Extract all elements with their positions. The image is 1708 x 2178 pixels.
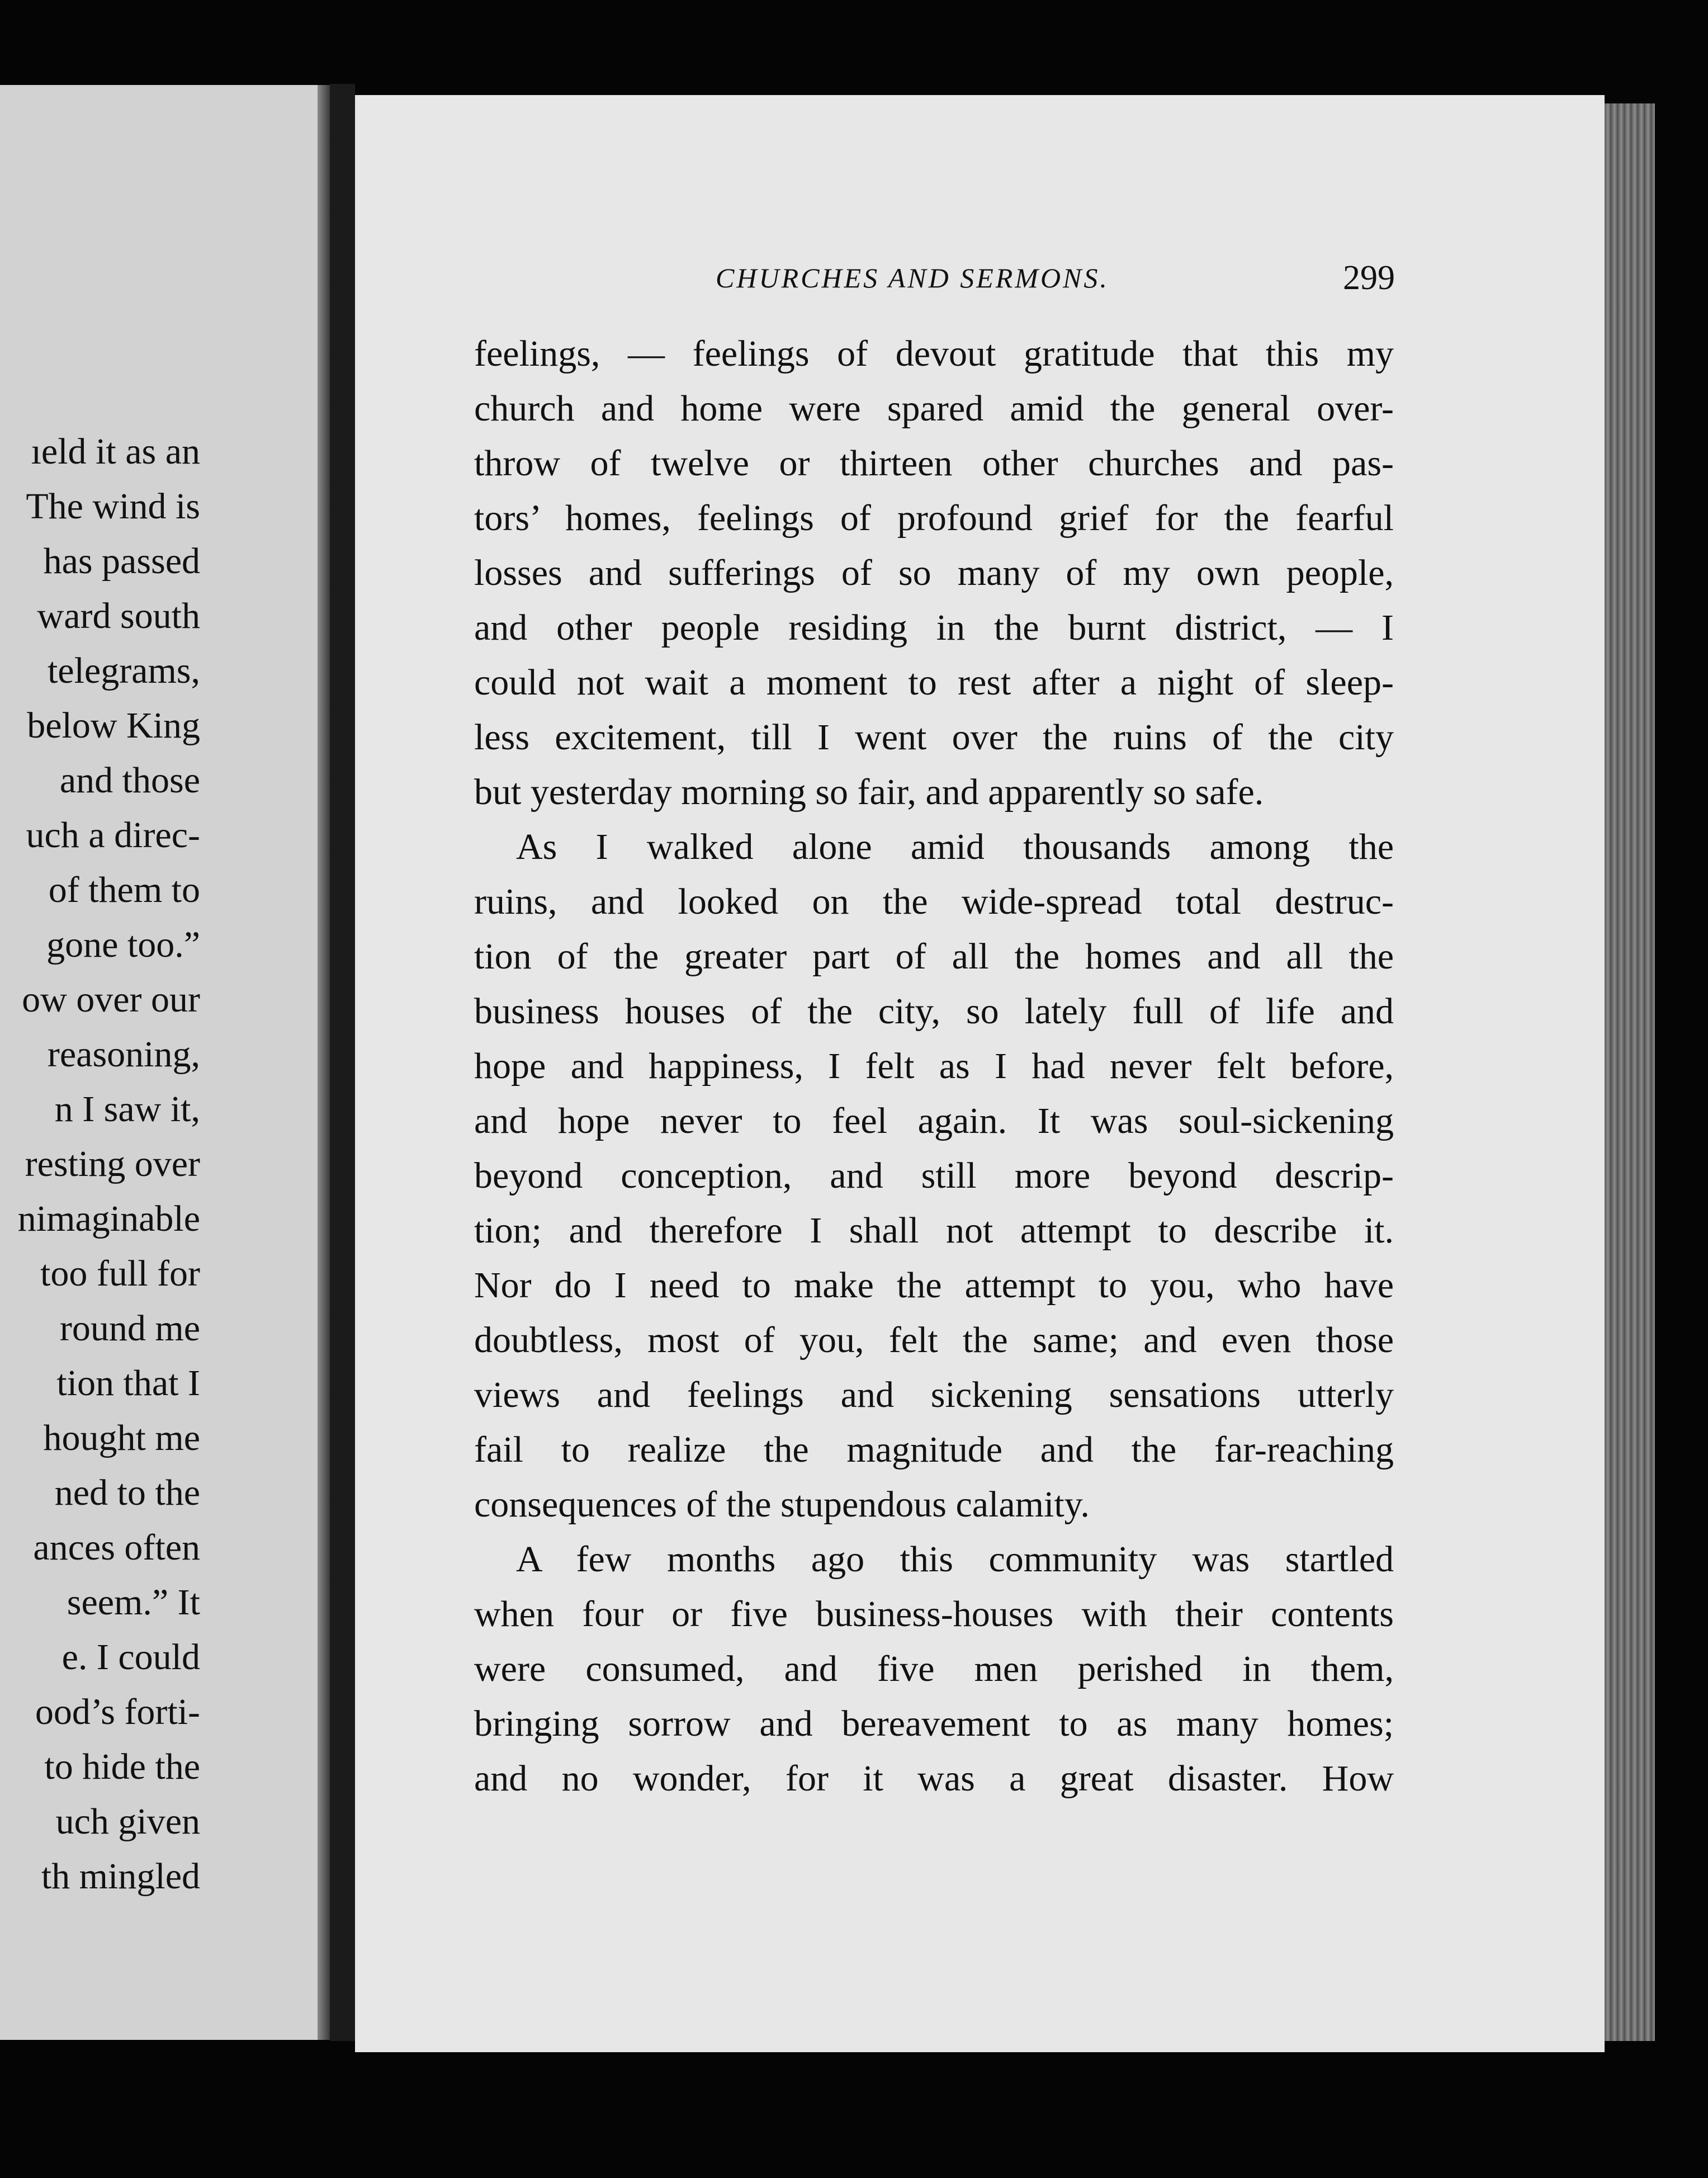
left-line: The wind is xyxy=(26,486,200,527)
left-line: to hide the xyxy=(44,1746,200,1787)
left-line: nimaginable xyxy=(17,1198,200,1239)
text-line: beyond conception, and still more beyond descrip- xyxy=(474,1155,1394,1196)
text-line: hope and happiness, I felt as I had never felt before, xyxy=(474,1046,1394,1086)
text-line: business houses of the city, so lately full of life and xyxy=(474,991,1394,1032)
left-line: seem.” It xyxy=(67,1582,200,1623)
left-line: ıeld it as an xyxy=(31,431,200,472)
left-line: hought me xyxy=(43,1418,200,1458)
text-line: As I walked alone amid thousands among the xyxy=(516,826,1394,867)
left-line: telegrams, xyxy=(47,650,200,691)
text-line: losses and sufferings of so many of my own people, xyxy=(474,552,1394,593)
book-spine xyxy=(330,84,355,2041)
text-line: throw of twelve or thirteen other churches and pas- xyxy=(474,443,1394,484)
text-line: could not wait a moment to rest after a night of sleep- xyxy=(474,662,1394,703)
left-line: ood’s forti- xyxy=(35,1692,200,1732)
text-line: and hope never to feel again. It was soul-sickening xyxy=(474,1100,1394,1141)
left-line: tion that I xyxy=(56,1363,200,1404)
text-line: were consumed, and five men perished in them, xyxy=(474,1648,1394,1689)
left-line: th mingled xyxy=(41,1856,200,1897)
text-line: when four or five business-houses with their contents xyxy=(474,1594,1394,1634)
left-line: too full for xyxy=(40,1253,200,1294)
text-line: ruins, and looked on the wide-spread total destruc- xyxy=(474,881,1394,922)
left-line: uch a direc- xyxy=(26,815,200,856)
text-line: fail to realize the magnitude and the far-reaching xyxy=(474,1429,1394,1470)
text-line: consequences of the stupendous calamity. xyxy=(474,1484,1090,1525)
left-line: ances often xyxy=(33,1527,200,1568)
left-line: has passed xyxy=(43,541,200,582)
left-line: of them to xyxy=(48,870,200,910)
text-line: less excitement, till I went over the ruins of the city xyxy=(474,717,1394,758)
text-line: church and home were spared amid the general over- xyxy=(474,388,1394,429)
page-header xyxy=(716,259,1395,301)
left-line: and those xyxy=(59,760,200,801)
text-line: doubtless, most of you, felt the same; and even those xyxy=(474,1320,1394,1360)
text-line: and other people residing in the burnt district, — I xyxy=(474,607,1394,648)
page-edges xyxy=(1605,103,1655,2041)
text-line: A few months ago this community was startled xyxy=(516,1539,1394,1580)
left-page xyxy=(0,85,330,2040)
left-line: reasoning, xyxy=(47,1034,200,1075)
text-line: and no wonder, for it was a great disaster. How xyxy=(474,1758,1394,1799)
left-line: below King xyxy=(27,705,200,746)
left-line: n I saw it, xyxy=(54,1089,200,1130)
text-line: views and feelings and sickening sensations utterly xyxy=(474,1374,1394,1415)
left-line: ned to the xyxy=(54,1472,200,1513)
text-line: tion of the greater part of all the homes and all the xyxy=(474,936,1394,977)
text-line: feelings, — feelings of devout gratitude that this my xyxy=(474,333,1394,374)
left-line: resting over xyxy=(25,1144,200,1184)
left-line: ow over our xyxy=(22,979,200,1020)
left-line: uch given xyxy=(55,1801,200,1842)
left-line: round me xyxy=(59,1308,200,1349)
text-line: but yesterday morning so fair, and apparently so safe. xyxy=(474,772,1264,812)
page-number: 299 xyxy=(1343,259,1395,297)
left-line: e. I could xyxy=(61,1637,200,1678)
text-line: tion; and therefore I shall not attempt to describe it. xyxy=(474,1210,1394,1251)
running-head: CHURCHES AND SERMONS. xyxy=(716,262,1109,294)
text-line: tors’ homes, feelings of profound grief for the fearful xyxy=(474,498,1394,538)
gutter-shadow xyxy=(318,85,330,2040)
left-line: gone too.” xyxy=(46,924,200,965)
text-line: bringing sorrow and bereavement to as many homes; xyxy=(474,1703,1394,1744)
left-line: ward south xyxy=(37,596,200,636)
text-line: Nor do I need to make the attempt to you, who have xyxy=(474,1265,1394,1306)
